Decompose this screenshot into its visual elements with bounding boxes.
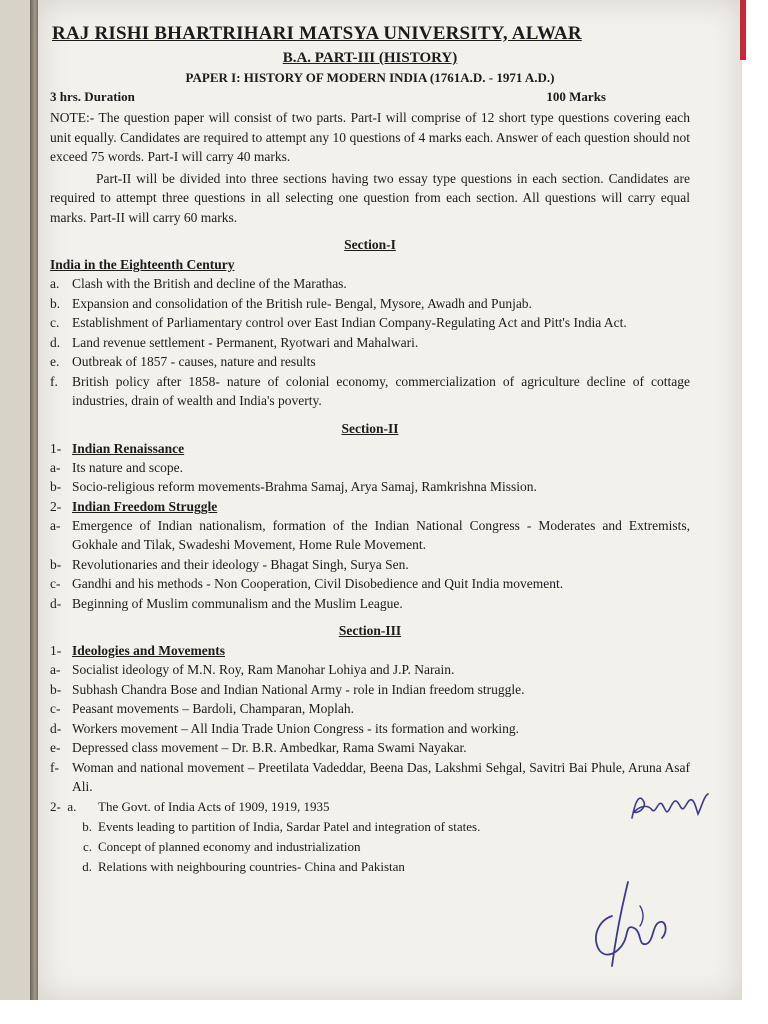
- part-title: B.A. PART-III (HISTORY): [282, 50, 458, 66]
- list-item: e- Depressed class movement – Dr. B.R. Ambedkar, Rama Swami Nayakar.: [50, 740, 467, 755]
- duration-row: [50, 88, 690, 106]
- list-item: b- Socio-religious reform movements-Brahma Samaj, Arya Samaj, Ramkrishna Mission.: [50, 479, 537, 494]
- signature-1: [626, 788, 712, 826]
- note-paragraph-2: Part-II will be divided into three sections having two essay type questions in each section. Candidates are required to attempt three questions in all selecting one question from each section. All questions will carry equal marks. Part-II will carry 60 marks.: [50, 170, 690, 225]
- scan-margin-right: [742, 0, 768, 1024]
- section-2-title: Section-II: [341, 420, 399, 436]
- section-1-list: [50, 274, 690, 411]
- list-item: c. Concept of planned economy and industrialization: [82, 838, 361, 854]
- section-2-subheading-2: 2- Indian Freedom Struggle: [50, 498, 218, 514]
- list-item: d- Workers movement – All India Trade Union Congress - its formation and working.: [50, 720, 519, 736]
- list-item: a- Socialist ideology of M.N. Roy, Ram Manohar Lohiya and J.P. Narain.: [50, 662, 455, 677]
- list-item: a. Clash with the British and decline of the Marathas.: [50, 276, 347, 291]
- list-item: f. British policy after 1858- nature of colonial economy, commercialization of agriculture decline of cottage industries, drain of wealth and India's poverty.: [50, 373, 690, 408]
- list-item: b- Subhash Chandra Bose and Indian National Army - role in Indian freedom struggle.: [50, 681, 525, 697]
- list-item: a- Emergence of Indian nationalism, formation of the Indian National Congress - Moderates and Extremists, Gokhale and Tilak, Swadeshi Movement, Home Rule Movement.: [50, 517, 690, 552]
- marks-text: 100 Marks: [546, 89, 606, 104]
- list-item: b- Revolutionaries and their ideology - Bhagat Singh, Surya Sen.: [50, 556, 409, 572]
- list-item: f- Woman and national movement – Preetilata Vadeddar, Beena Das, Lakshmi Sehgal, Savitri Bai Phule, Aruna Asaf Ali.: [50, 759, 690, 794]
- section-1-heading: India in the Eighteenth Century: [50, 257, 235, 272]
- list-item: a- Its nature and scope.: [50, 459, 183, 475]
- list-item: 2- a. The Govt. of India Acts of 1909, 1919, 1935: [50, 798, 330, 814]
- duration-text: 3 hrs. Duration: [50, 89, 135, 104]
- section-1-title: Section-I: [344, 237, 396, 252]
- paper-title: PAPER I: HISTORY OF MODERN INDIA (1761A.D. - 1971 A.D.): [185, 70, 555, 85]
- signature-2: [582, 876, 674, 976]
- document-content: [50, 22, 690, 877]
- list-item: d. Land revenue settlement - Permanent, Ryotwari and Mahalwari.: [50, 334, 419, 350]
- document-page: [38, 0, 742, 1000]
- university-title: RAJ RISHI BHARTRIHARI MATSYA UNIVERSITY, ALWAR: [52, 23, 582, 44]
- list-item: b. Expansion and consolidation of the British rule- Bengal, Mysore, Awadh and Punjab.: [50, 295, 532, 311]
- list-item: d- Beginning of Muslim communalism and the Muslim League.: [50, 595, 403, 611]
- section-2-subheading-1: 1- Indian Renaissance: [50, 440, 185, 456]
- section-3-title: Section-III: [338, 623, 402, 638]
- list-item: c. Establishment of Parliamentary control over East Indian Company-Regulating Act and Pitt's India Act.: [50, 315, 627, 330]
- scan-margin-bottom: [0, 1000, 768, 1024]
- list-item: d. Relations with neighbouring countries- China and Pakistan: [82, 858, 405, 874]
- red-tab: [740, 0, 746, 60]
- note-paragraph-1: NOTE:- The question paper will consist of two parts. Part-I will comprise of 12 short type questions covering each unit equally. Candidates are required to attempt any 10 questions of 4 marks each. Answer of each question should not exceed 75 words. Part-I will carry 40 marks.: [50, 110, 690, 164]
- list-item: c- Peasant movements – Bardoli, Champaran, Moplah.: [50, 701, 354, 716]
- list-item: c- Gandhi and his methods - Non Cooperation, Civil Disobedience and Quit India movement.: [50, 576, 564, 591]
- list-item: b. Events leading to partition of India, Sardar Patel and integration of states.: [82, 818, 481, 834]
- list-item: e. Outbreak of 1857 - causes, nature and results: [50, 354, 316, 369]
- section-3-subheading-1: 1- Ideologies and Movements: [50, 643, 225, 658]
